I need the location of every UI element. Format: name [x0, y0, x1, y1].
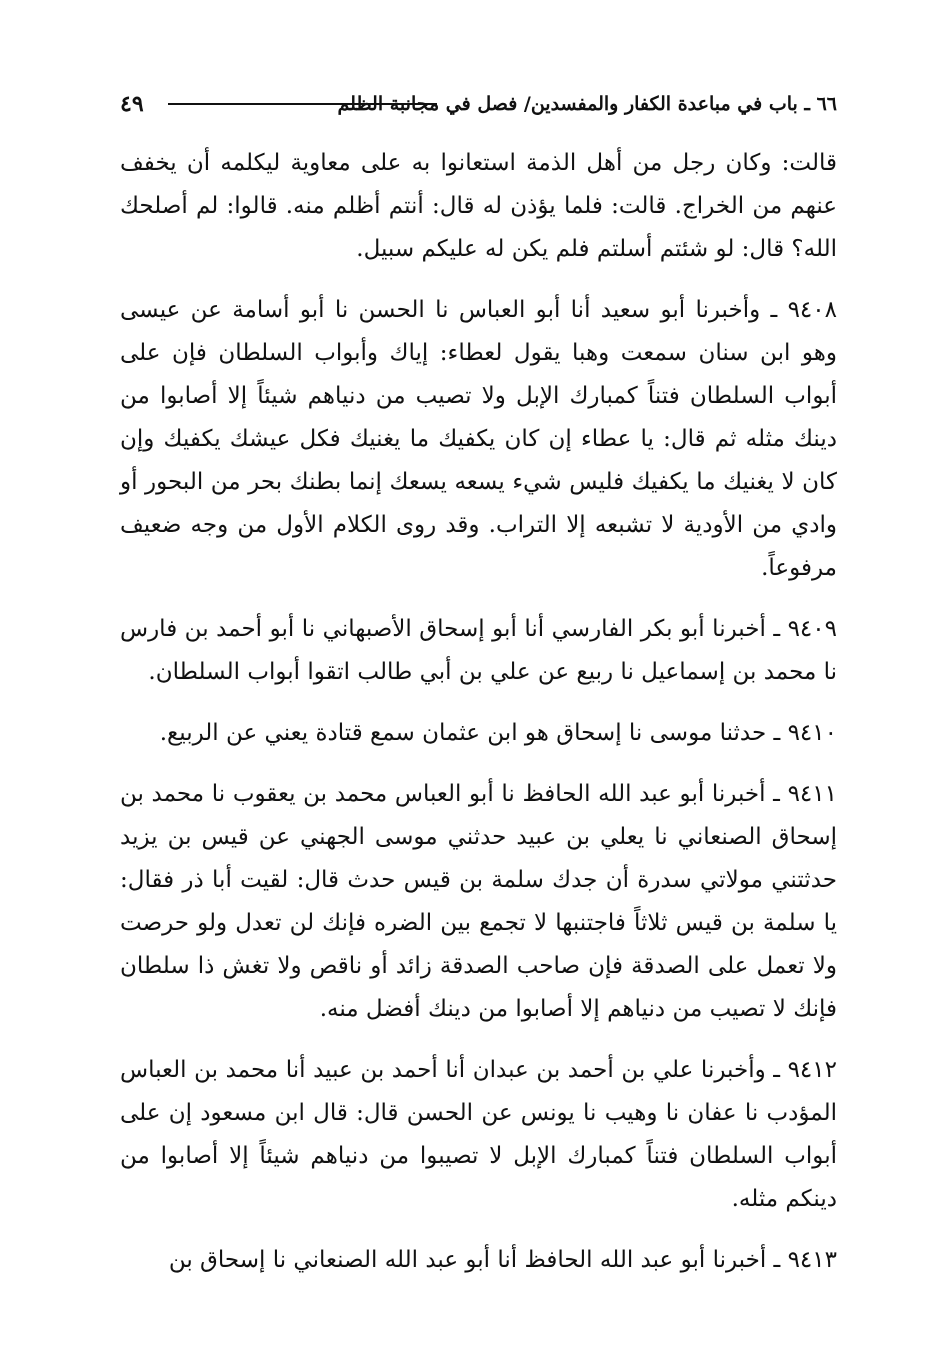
paragraph-9408: ٩٤٠٨ ـ وأخبرنا أبو سعيد أنا أبو العباس نا الحسن نا أبو أسامة عن عيسى وهو ابن سنان سمعت وهبا يقول لعطاء: إياك وأبواب السلطان فإن على أبواب السلطان فتناً كمبارك الإبل ولا تصيب من دنياهم شيئاً إلا أصابوا من دينك مثله ثم قال: يا عطاء إن كان يكفيك ما يغنيك فكل عيشك يكفيك وإن كان لا يغنيك ما يكفيك فليس شيء يسعه يسعك إنما بطنك بحر من البحور أو وادي من الأودية لا تشبعه إلا التراب. وقد روى الكلام الأول من وجه ضعيف مرفوعاً.	[120, 297, 837, 581]
paragraph-9412: ٩٤١٢ ـ وأخبرنا علي بن أحمد بن عبدان أنا أحمد بن عبيد أنا محمد بن العباس المؤدب نا عفان نا وهيب نا يونس عن الحسن قال: قال ابن مسعود إن على أبواب السلطان فتناً كمبارك الإبل لا تصيبوا من دنياهم شيئاً إلا أصابوا من دينكم مثله.	[120, 1057, 837, 1212]
header-rule	[168, 103, 437, 105]
paragraph-9409: ٩٤٠٩ ـ أخبرنا أبو بكر الفارسي أنا أبو إسحاق الأصبهاني نا أبو أحمد بن فارس نا محمد بن إسماعيل نا ربيع عن علي بن أبي طالب اتقوا أبواب السلطان.	[120, 616, 837, 685]
page-number: ٤٩	[120, 91, 144, 117]
paragraph-9411: ٩٤١١ ـ أخبرنا أبو عبد الله الحافظ نا أبو العباس محمد بن يعقوب نا محمد بن إسحاق الصنعاني نا يعلي بن عبيد حدثني موسى الجهني عن قيس بن يزيد حدثتني مولاتي سدرة أن جدك سلمة بن قيس حدث قال: لقيت أبا ذر فقال: يا سلمة بن قيس ثلاثاً فاجتنبها لا تجمع بين الضره فإنك لن تعدل ولو حرصت ولا تعمل على الصدقة فإن صاحب الصدقة زائد أو ناقص ولا تغش ذا سلطان فإنك لا تصيب من دنياهم إلا أصابوا من دينك أفضل منه.	[120, 781, 837, 1022]
page-body	[120, 142, 837, 1300]
chapter-title: ٦٦ ـ باب في مباعدة الكفار والمفسدين/ فصل في مجانبة الظلم	[337, 93, 837, 115]
paragraph-continuation: قالت: وكان رجل من أهل الذمة استعانوا به على معاوية ليكلمه أن يخفف عنهم من الخراج. قالت: فلما يؤذن له قال: أنتم أظلم منه. قالوا: لم أصلحك الله؟ قال: لو شئتم أسلتم فلم يكن له عليكم سبيل.	[120, 150, 837, 262]
paragraph-9410: ٩٤١٠ ـ حدثنا موسى نا إسحاق هو ابن عثمان سمع قتادة يعني عن الربيع.	[159, 720, 837, 746]
running-header	[120, 86, 837, 122]
paragraph-9413: ٩٤١٣ ـ أخبرنا أبو عبد الله الحافظ أنا أبو عبد الله الصنعاني نا إسحاق بن	[168, 1247, 837, 1273]
